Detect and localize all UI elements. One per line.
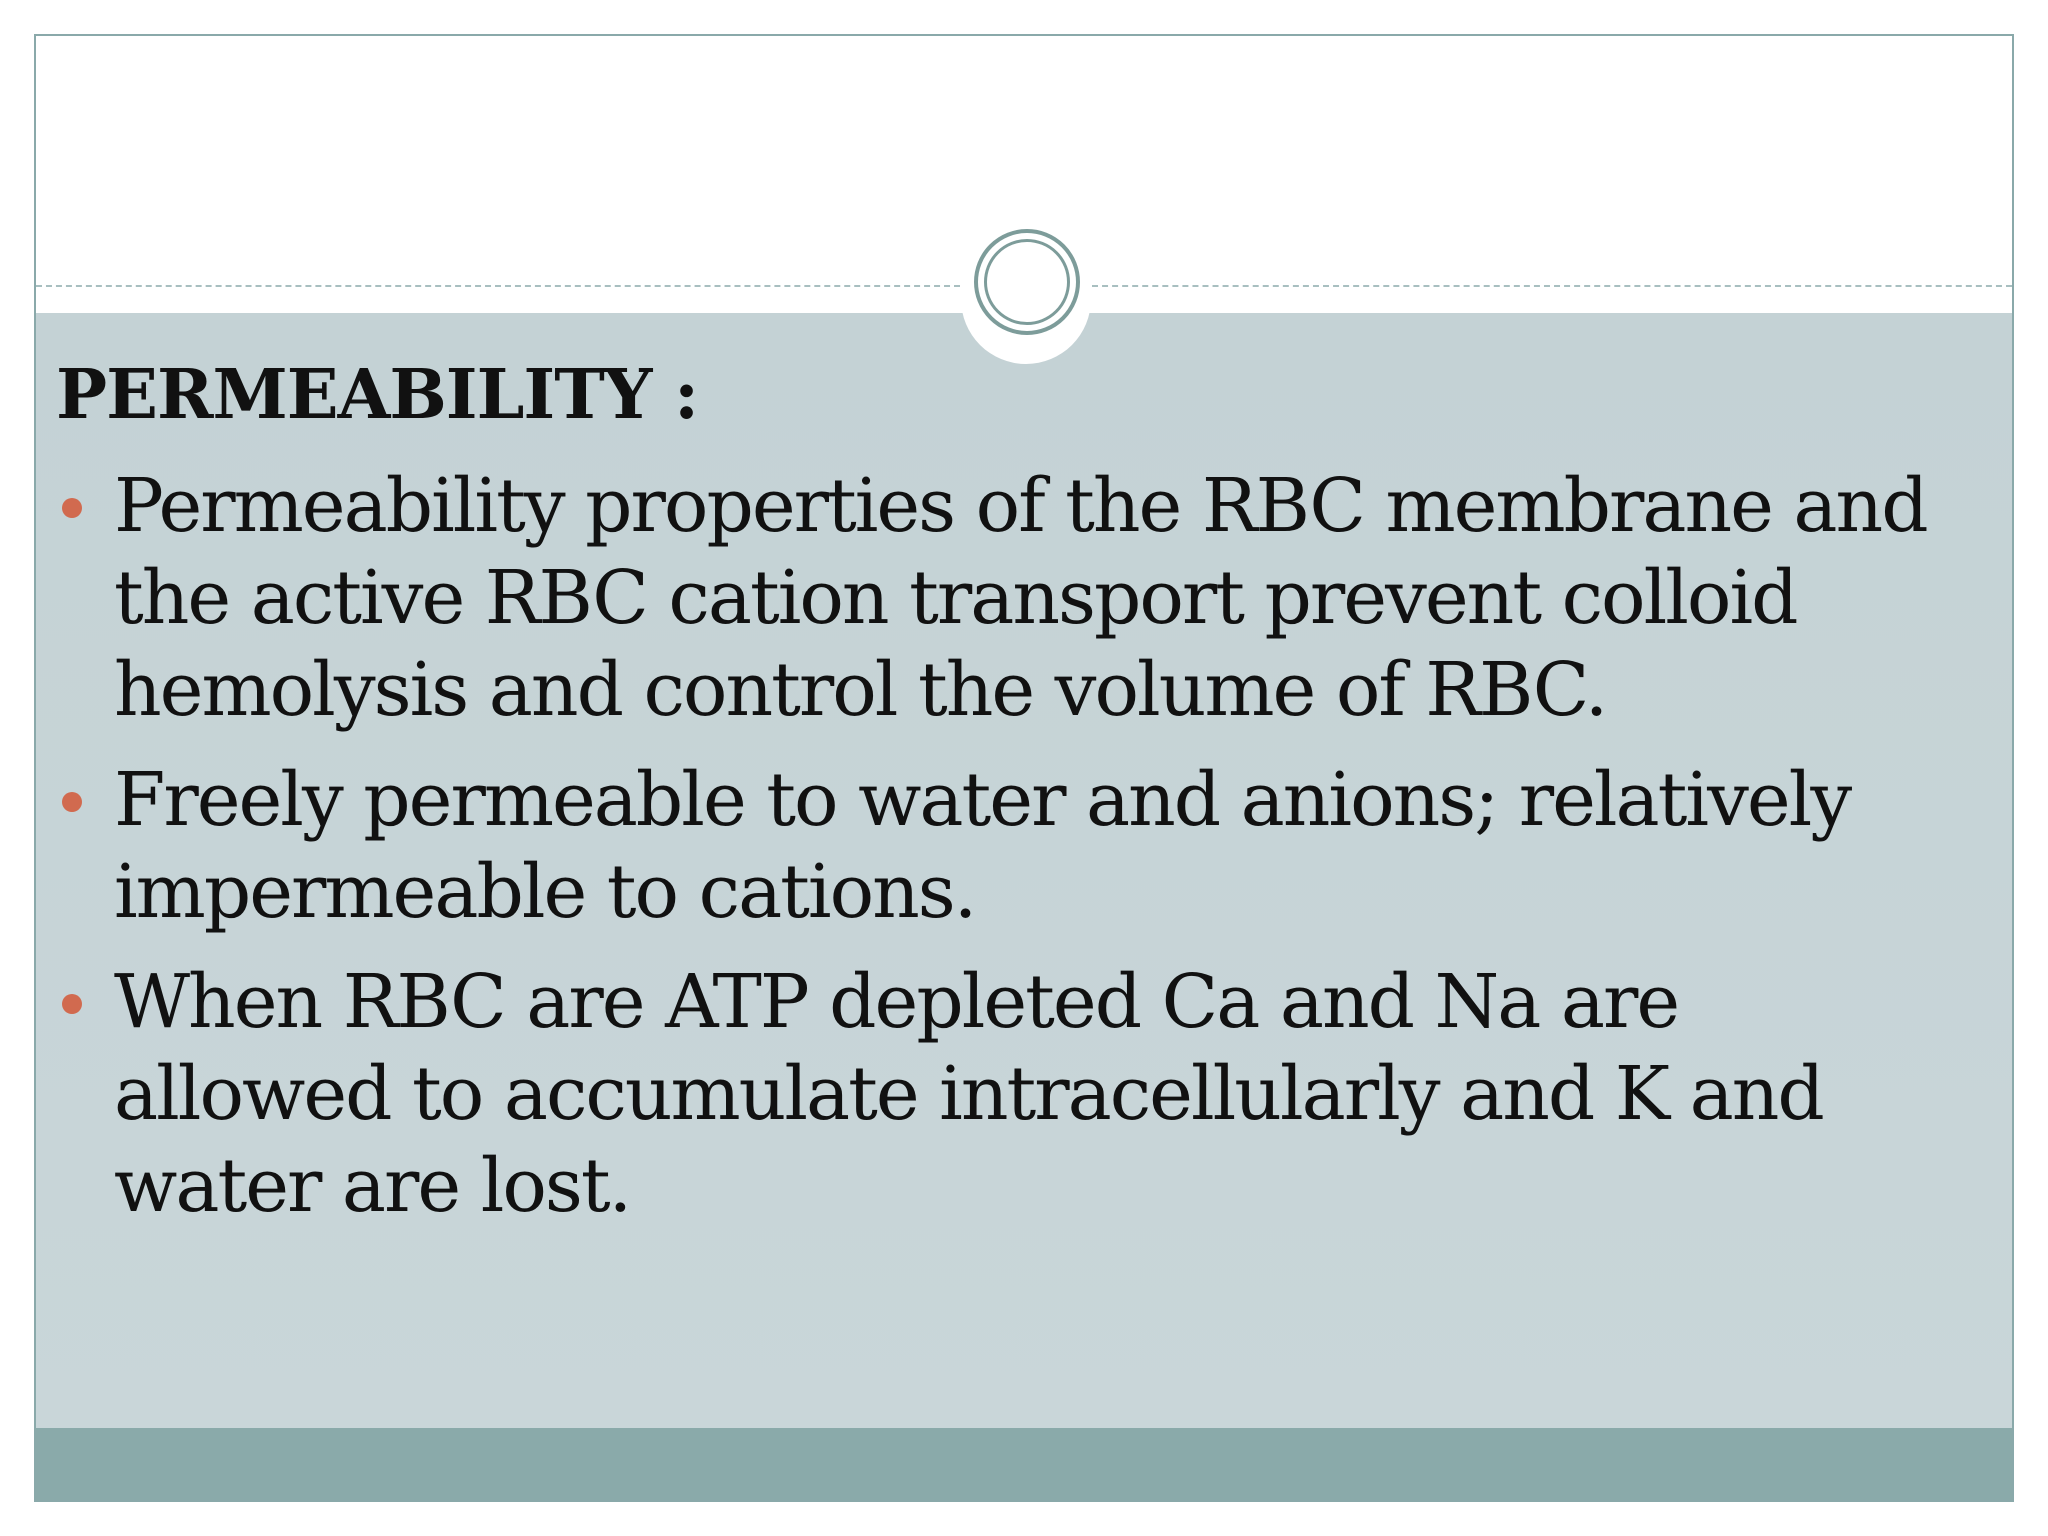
footer-bar xyxy=(36,1428,2012,1500)
bullet-dot-icon xyxy=(62,498,82,518)
bullet-text: When RBC are ATP depleted Ca and Na are allowed to accumulate intracellularly and K and water are lost. xyxy=(114,959,1823,1229)
bullet-dot-icon xyxy=(62,994,82,1014)
bullet-item xyxy=(56,460,1936,736)
header-divider-left xyxy=(36,285,960,287)
bullet-text: Permeability properties of the RBC membrane and the active RBC cation transport prevent colloid hemolysis and control the volume of RBC. xyxy=(114,463,1927,733)
bullet-item xyxy=(56,956,1936,1232)
bullet-item xyxy=(56,754,1936,938)
bullet-dot-icon xyxy=(62,792,82,812)
circle-ornament-icon xyxy=(974,229,1080,335)
bullet-list xyxy=(56,460,1936,1250)
header-divider-right xyxy=(1092,285,2012,287)
bullet-text: Freely permeable to water and anions; relatively impermeable to cations. xyxy=(114,757,1851,935)
slide-title: PERMEABILITY : xyxy=(56,355,699,435)
